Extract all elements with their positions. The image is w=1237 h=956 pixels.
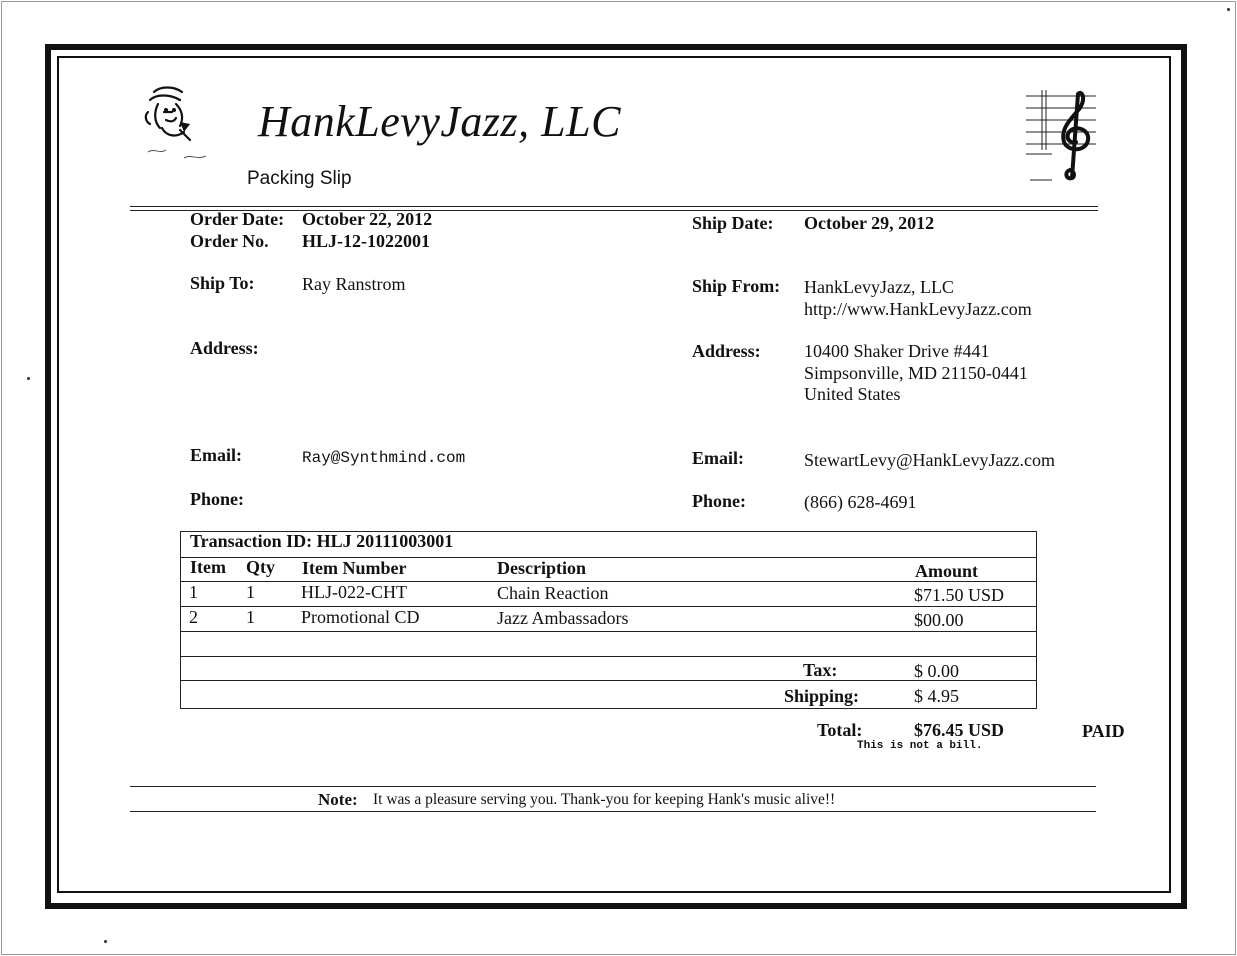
- ship-from-label: Ship From:: [692, 276, 781, 296]
- column-header-item: Item: [190, 557, 226, 577]
- ship-from-address-line1: 10400 Shaker Drive #441: [804, 341, 990, 361]
- document-type: Packing Slip: [247, 168, 352, 189]
- ship-from-email-label: Email:: [692, 448, 744, 468]
- row-2-description: Jazz Ambassadors: [497, 608, 629, 628]
- ship-from-phone-label: Phone:: [692, 491, 746, 511]
- column-header-qty: Qty: [246, 557, 275, 577]
- row-1-item-number: HLJ-022-CHT: [301, 582, 407, 602]
- order-number-value: HLJ-12-1022001: [302, 231, 430, 251]
- ship-to-label: Ship To:: [190, 273, 255, 293]
- order-number-label: Order No.: [190, 231, 269, 251]
- order-date-label: Order Date:: [190, 209, 285, 229]
- ship-from-address-line3: United States: [804, 384, 901, 404]
- tax-value: $ 0.00: [914, 661, 959, 681]
- column-header-description: Description: [497, 558, 586, 578]
- ship-from-address-line2: Simpsonville, MD 21150-0441: [804, 363, 1028, 383]
- ship-to-phone-label: Phone:: [190, 489, 244, 509]
- row-1-item: 1: [189, 582, 198, 602]
- row-1-qty: 1: [246, 582, 255, 602]
- not-a-bill-disclaimer: This is not a bill.: [857, 740, 983, 752]
- company-name: HankLevyJazz, LLC: [258, 97, 621, 146]
- ship-to-email-label: Email:: [190, 445, 242, 465]
- row-1-amount: $71.50 USD: [914, 585, 1005, 605]
- portrait-logo-icon: [140, 82, 220, 177]
- ship-date-value: October 29, 2012: [804, 213, 935, 233]
- total-label: Total:: [817, 720, 863, 740]
- column-header-amount: Amount: [915, 561, 979, 581]
- row-2-amount: $00.00: [914, 610, 964, 630]
- scan-speck: [27, 377, 30, 380]
- header-divider: [130, 206, 1098, 207]
- shipping-value: $ 4.95: [914, 686, 959, 706]
- row-2-item: 2: [189, 607, 198, 627]
- treble-clef-icon: [1022, 86, 1102, 191]
- ship-from-name: HankLevyJazz, LLC: [804, 277, 954, 297]
- shipping-label: Shipping:: [784, 686, 860, 706]
- ship-to-address-label: Address:: [190, 338, 259, 358]
- paid-status: PAID: [1082, 721, 1125, 741]
- ship-from-email-value: StewartLevy@HankLevyJazz.com: [804, 450, 1055, 470]
- tax-label: Tax:: [803, 660, 838, 680]
- footer-divider-top: [130, 786, 1096, 787]
- column-header-item-number: Item Number: [302, 558, 407, 578]
- table-row-divider: [180, 631, 1037, 632]
- inner-frame: [57, 56, 1171, 893]
- ship-from-url: http://www.HankLevyJazz.com: [804, 299, 1032, 319]
- total-value: $76.45 USD: [914, 720, 1005, 740]
- ship-to-name: Ray Ranstrom: [302, 274, 406, 294]
- row-2-qty: 1: [246, 607, 255, 627]
- footer-divider-bottom: [130, 811, 1096, 812]
- table-row-divider: [180, 656, 1037, 657]
- ship-date-label: Ship Date:: [692, 213, 774, 233]
- row-2-item-number: Promotional CD: [301, 607, 420, 627]
- note-label: Note:: [318, 790, 358, 809]
- scan-speck: [104, 940, 107, 943]
- row-1-description: Chain Reaction: [497, 583, 609, 603]
- ship-from-phone-value: (866) 628-4691: [804, 492, 917, 512]
- note-text: It was a pleasure serving you. Thank-you for keeping Hank's music alive!!: [373, 791, 836, 808]
- table-row-divider: [180, 680, 1037, 681]
- ship-from-address-label: Address:: [692, 341, 761, 361]
- ship-to-email-value: Ray@Synthmind.com: [302, 449, 466, 467]
- order-date-value: October 22, 2012: [302, 209, 433, 229]
- transaction-id: Transaction ID: HLJ 20111003001: [190, 531, 454, 551]
- scan-speck: [1227, 8, 1230, 11]
